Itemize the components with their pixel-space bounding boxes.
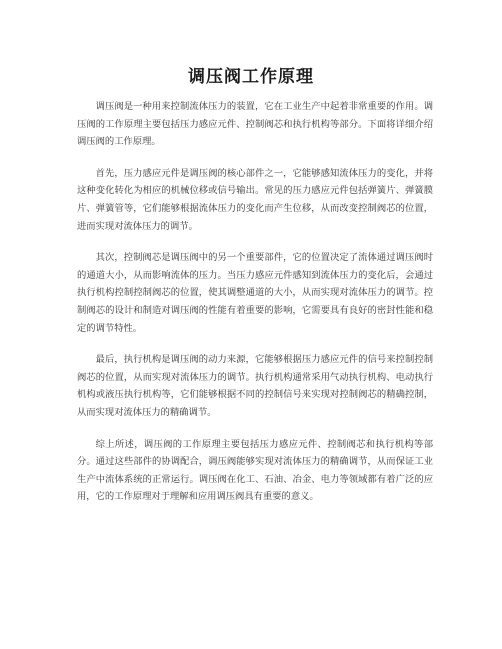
paragraph-summary: 综上所述，调压阀的工作原理主要包括压力感应元件、控制阀芯和执行机构等部分。通过这些部件的协调配合，调压阀能够实现对流体压力的精确调节，从而保证工业生产中流体系统的正常运行。调压阀在化工、石油、冶金、电力等领域都有着广泛的应用，它的工作原理对于理解和应用调压阀具有重要的意义。 xyxy=(77,438,433,503)
paragraph-valve-core: 其次，控制阀芯是调压阀中的另一个重要部件，它的位置决定了流体通过调压阀时的通道大小，从而影响流体的压力。当压力感应元件感知到流体压力的变化后，会通过执行机构控制控制阀芯的位置，使其调整通道的大小，从而实现对流体压力的调节。控制阀芯的设计和制造对调压阀的性能有着重要的影响，它需要具有良好的密封性能和稳定的调节特性。 xyxy=(77,252,433,334)
paragraph-intro: 调压阀是一种用来控制流体压力的装置，它在工业生产中起着非常重要的作用。调压阀的工作原理主要包括压力感应元件、控制阀芯和执行机构等部分。下面将详细介绍调压阀的工作原理。 xyxy=(77,101,433,148)
document-title: 调压阀工作原理 xyxy=(188,67,314,87)
document-body xyxy=(77,98,433,520)
paragraph-pressure-sensor: 首先，压力感应元件是调压阀的核心部件之一，它能够感知流体压力的变化，并将这种变化转化为相应的机械位移或信号输出。常见的压力感应元件包括弹簧片、弹簧膜片、弹簧管等，它们能够根据流体压力的变化而产生位移，从而改变控制阀芯的位置，进而实现对流体压力的调节。 xyxy=(77,167,433,232)
paragraph-actuator: 最后，执行机构是调压阀的动力来源，它能够根据压力感应元件的信号来控制控制阀芯的位置，从而实现对流体压力的调节。执行机构通常采用气动执行机构、电动执行机构或液压执行机构等，它们能够根据不同的控制信号来实现对控制阀芯的精确控制，从而实现对流体压力的精确调节。 xyxy=(77,354,433,418)
